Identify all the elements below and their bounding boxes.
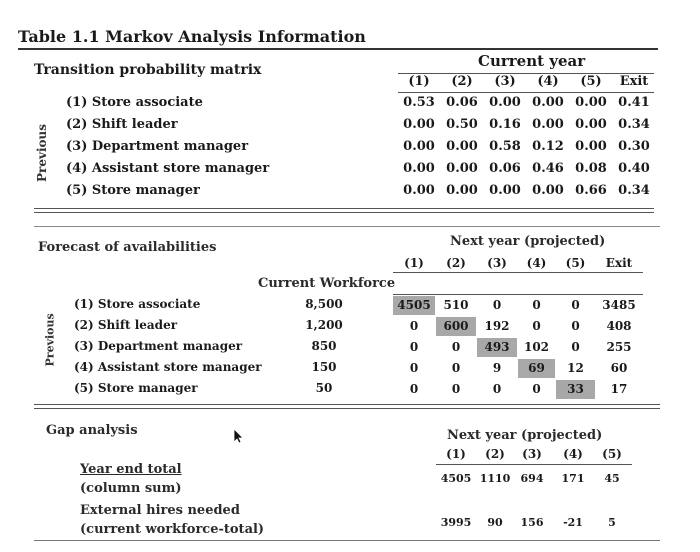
transition-heading: Transition probability matrix (34, 62, 262, 78)
transition-cell: 0.06 (489, 161, 521, 176)
forecast-cell: 0 (532, 298, 541, 312)
forecast-cell: 0 (409, 361, 419, 375)
transition-row-label: (4) Assistant store manager (66, 161, 270, 176)
forecast-cell: 33 (556, 380, 595, 399)
hires-value: 156 (520, 516, 544, 529)
forecast-cell: 12 (567, 361, 584, 375)
gap-bottom-rule (34, 540, 660, 541)
forecast-row-label: (4) Assistant store manager (74, 360, 262, 374)
gap-col-header: (1) (446, 447, 466, 461)
transition-col-header: (3) (494, 74, 516, 89)
forecast-cell: 0 (409, 319, 419, 333)
transition-cell: 0.16 (489, 117, 521, 132)
forecast-cell: 192 (484, 319, 510, 333)
transition-cell: 0.00 (575, 117, 607, 132)
hires-value: 90 (487, 516, 503, 529)
forecast-heading: Forecast of availabilities (38, 240, 217, 255)
transition-cell: 0.00 (403, 161, 435, 176)
gap-header-rule (436, 464, 632, 465)
transition-header-rule (398, 92, 654, 93)
gap-col-header: (3) (522, 447, 542, 461)
next-year-label: Next year (projected) (450, 234, 606, 249)
forecast-header-rule (393, 272, 643, 273)
forecast-cell: 0 (532, 319, 541, 333)
transition-row-label: (3) Department manager (66, 139, 249, 154)
forecast-row-label: (3) Department manager (74, 339, 243, 353)
current-workforce-value: 8,500 (305, 297, 343, 311)
transition-cell: 0.00 (446, 161, 478, 176)
gap-col-header: (5) (602, 447, 622, 461)
forecast-cell: 0 (451, 340, 461, 354)
forecast-bottom-rule-2 (34, 408, 660, 409)
gap-col-header: (4) (563, 447, 583, 461)
forecast-cell: 102 (523, 340, 550, 354)
forecast-cell: 4505 (393, 296, 435, 315)
forecast-cell: 408 (606, 319, 632, 333)
current-workforce-value: 850 (311, 339, 337, 353)
transition-cell: 0.00 (489, 95, 521, 110)
transition-cell: 0.53 (403, 95, 435, 110)
transition-cell: 0.50 (446, 117, 478, 132)
year-end-label: Year end total (80, 462, 182, 477)
transition-cell: 0.00 (403, 139, 435, 154)
year-end-sub: (column sum) (80, 481, 182, 496)
transition-col-header: (5) (580, 74, 602, 89)
gap-heading: Gap analysis (46, 423, 138, 438)
forecast-cell: 0 (571, 298, 580, 312)
transition-cell: 0.08 (575, 161, 607, 176)
cursor-icon (232, 428, 246, 444)
transition-cell: 0.12 (532, 139, 564, 154)
year-end-value: 45 (604, 472, 620, 485)
transition-cell: 0.46 (532, 161, 564, 176)
current-workforce-value: 150 (311, 360, 337, 374)
forecast-cell: 0 (571, 319, 580, 333)
forecast-cell: 0 (451, 361, 461, 375)
transition-cell: 0.40 (618, 161, 650, 176)
hires-value: 3995 (440, 516, 472, 529)
forecast-cell: 493 (477, 338, 517, 357)
transition-bottom-rule (34, 208, 654, 209)
forecast-cell: 0 (451, 382, 461, 396)
forecast-row-label: (1) Store associate (74, 297, 201, 311)
forecast-cell: 60 (610, 361, 628, 375)
transition-col-header: Exit (619, 74, 649, 89)
transition-cell: 0.00 (403, 117, 435, 132)
transition-cell: 0.00 (532, 183, 564, 198)
transition-bottom-rule-2 (34, 212, 654, 213)
transition-cell: 0.00 (575, 139, 607, 154)
current-year-label: Current year (478, 52, 586, 70)
transition-cell: 0.00 (446, 183, 478, 198)
forecast-col-header: (5) (565, 256, 586, 270)
transition-col-header: (2) (451, 74, 473, 89)
hires-label: External hires needed (80, 503, 240, 518)
forecast-cell: 0 (571, 340, 580, 354)
transition-cell: 0.00 (532, 95, 564, 110)
forecast-col-header: Exit (605, 256, 633, 270)
forecast-cell: 0 (409, 340, 419, 354)
forecast-cell: 0 (492, 298, 502, 312)
forecast-col-header: (4) (526, 256, 547, 270)
year-end-value: 694 (520, 472, 544, 485)
transition-cell: 0.58 (489, 139, 521, 154)
current-workforce-label: Current Workforce (258, 276, 396, 291)
forecast-col-header: (2) (446, 256, 466, 270)
transition-cell: 0.06 (446, 95, 478, 110)
forecast-cell: 17 (610, 382, 628, 396)
transition-row-label: (2) Shift leader (66, 117, 178, 132)
transition-cell: 0.34 (618, 183, 650, 198)
forecast-cell: 3485 (602, 298, 636, 312)
transition-cell: 0.34 (618, 117, 650, 132)
transition-cell: 0.41 (618, 95, 650, 110)
forecast-col-header: (1) (404, 256, 424, 270)
forecast-cell: 0 (532, 382, 541, 396)
hires-value: -21 (563, 516, 583, 529)
forecast-row-label: (5) Store manager (74, 381, 198, 395)
transition-cell: 0.00 (446, 139, 478, 154)
forecast-cell: 255 (606, 340, 632, 354)
hires-value: 5 (608, 516, 616, 529)
forecast-cell: 0 (492, 382, 502, 396)
forecast-bottom-rule (34, 404, 660, 405)
current-workforce-value: 1,200 (305, 318, 343, 332)
transition-cell: 0.66 (575, 183, 607, 198)
transition-row-label: (5) Store manager (66, 183, 200, 198)
forecast-grid-top (393, 294, 643, 295)
transition-col-header: (1) (408, 74, 430, 89)
transition-cell: 0.00 (489, 183, 521, 198)
current-workforce-value: 50 (315, 381, 333, 395)
table-title: Table 1.1 Markov Analysis Information (18, 27, 366, 46)
transition-cell: 0.00 (403, 183, 435, 198)
year-end-value: 1110 (479, 472, 511, 485)
forecast-top-rule (34, 226, 660, 227)
transition-cell: 0.00 (532, 117, 564, 132)
transition-col-header: (4) (537, 74, 559, 89)
transition-cell: 0.00 (575, 95, 607, 110)
forecast-cell: 600 (436, 317, 476, 336)
title-rule (18, 48, 658, 50)
transition-row-label: (1) Store associate (66, 95, 203, 110)
forecast-cell: 69 (518, 359, 555, 378)
transition-side-label: Previous (35, 124, 49, 182)
forecast-cell: 9 (492, 361, 502, 375)
transition-cell: 0.30 (618, 139, 650, 154)
forecast-cell: 0 (409, 382, 419, 396)
forecast-row-label: (2) Shift leader (74, 318, 178, 332)
hires-sub: (current workforce-total) (80, 522, 265, 537)
gap-col-header: (2) (485, 447, 505, 461)
forecast-col-header: (3) (487, 256, 507, 270)
forecast-cell: 510 (443, 298, 469, 312)
year-end-value: 4505 (440, 472, 472, 485)
forecast-side-label: Previous (43, 313, 57, 367)
year-end-value: 171 (561, 472, 585, 485)
gap-next-year-label: Next year (projected) (447, 428, 603, 443)
